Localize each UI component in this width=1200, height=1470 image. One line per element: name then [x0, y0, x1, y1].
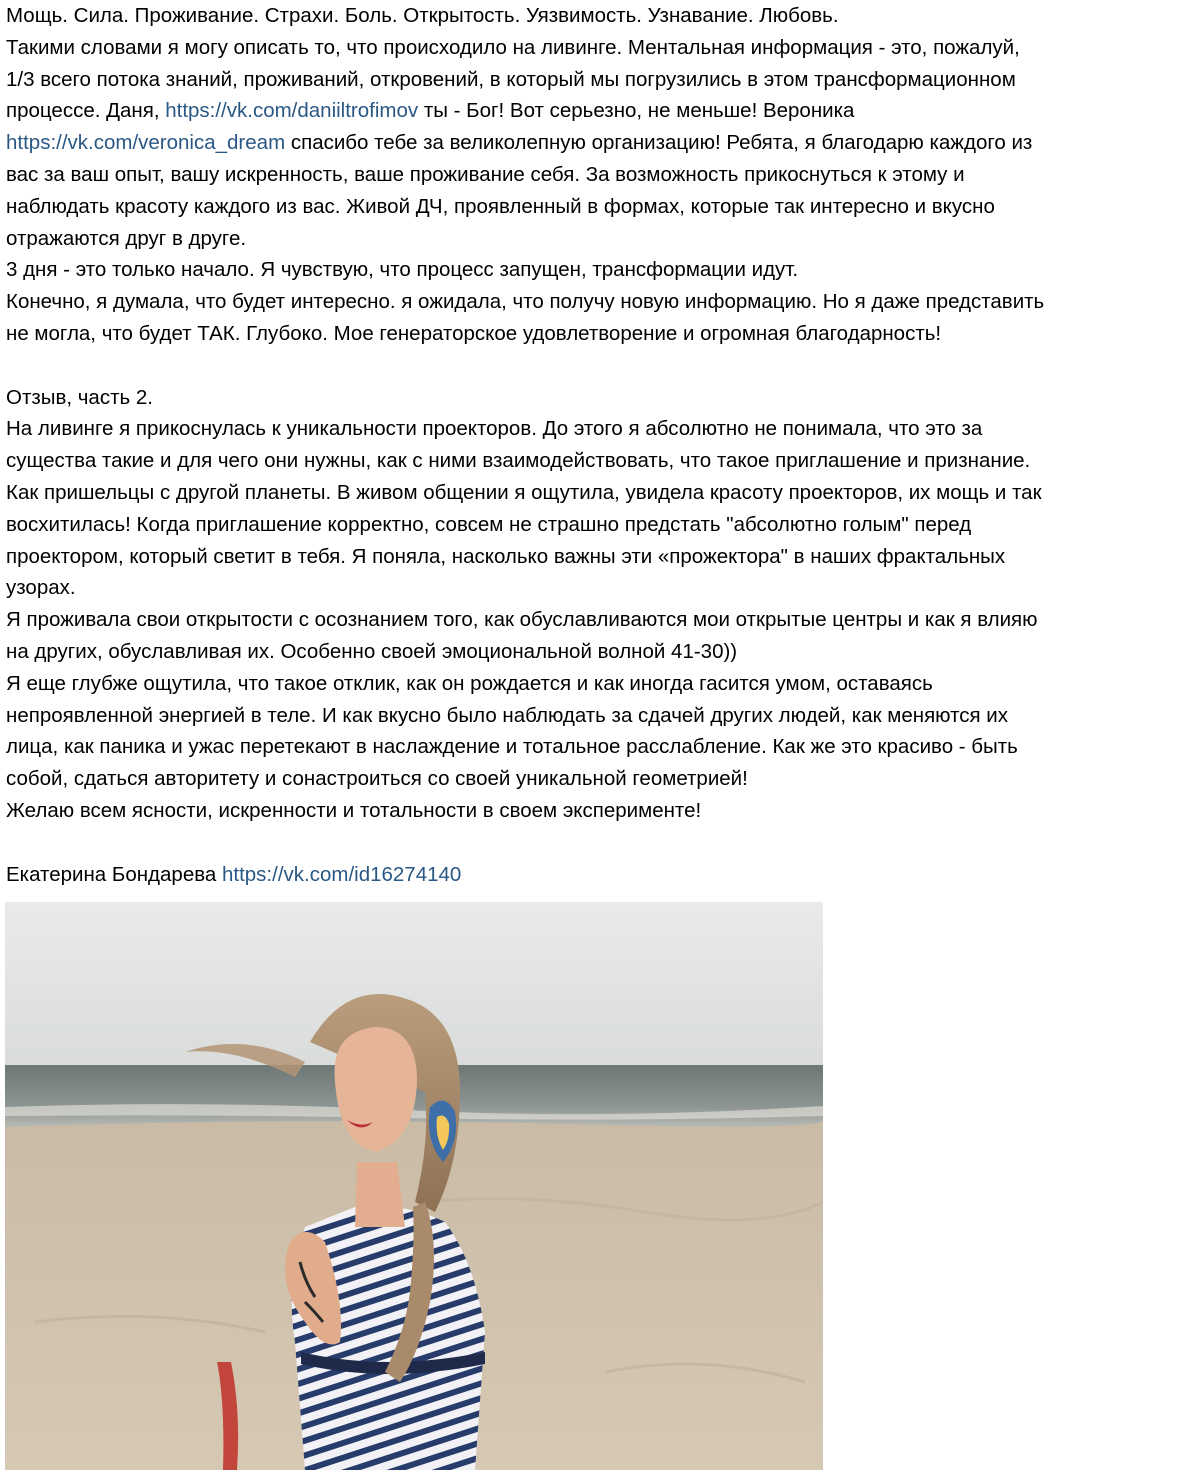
post-photo[interactable] — [5, 902, 823, 1470]
text-line: отражаются друг в друге. — [6, 226, 247, 250]
text-fragment: ты - Бог! Вот серьезно, не меньше! Вероника — [418, 99, 855, 123]
beach-photo-image — [5, 902, 823, 1470]
text-line: наблюдать красоту каждого из вас. Живой ДЧ, проявленный в формах, которые так интересно и вкусно — [6, 194, 995, 218]
text-line: Конечно, я думала, что будет интересно. я ожидала, что получу новую информацию. Но я даже представить — [6, 290, 1045, 314]
text-line: на других, обуславливая их. Особенно своей эмоциональной волной 41-30)) — [6, 639, 738, 663]
text-line: не могла, что будет ТАК. Глубоко. Мое генераторское удовлетворение и огромная благодарность! — [6, 321, 942, 345]
link-author[interactable]: https://vk.com/id16274140 — [221, 862, 462, 886]
text-line: узорах. — [6, 576, 76, 600]
text-line: 3 дня - это только начало. Я чувствую, что процесс запущен, трансформации идут. — [6, 258, 799, 282]
text-line: проектором, который светит в тебя. Я поняла, насколько важны эти «прожектора" в наших фрактальных — [6, 544, 1006, 568]
link-veronica[interactable]: https://vk.com/veronica_dream — [6, 131, 286, 155]
text-line: Такими словами я могу описать то, что происходило на ливинге. Ментальная информация - это, пожалуй, — [6, 35, 1020, 59]
text-line: Я проживала свои открытости с осознанием того, как обуславливаются мои открытые центры и как я влияю — [6, 608, 1038, 632]
text-fragment: процессе. Даня, — [6, 99, 166, 123]
text-line: вас за ваш опыт, вашу искренность, ваше проживание себя. За возможность прикоснуться к этому и — [6, 162, 965, 186]
text-line: лица, как паника и ужас перетекают в наслаждение и тотальное расслабление. Как же это красиво - быть — [6, 735, 1018, 759]
blank-line — [6, 350, 1196, 382]
author-line — [6, 859, 1196, 891]
text-line — [6, 127, 1196, 159]
text-line: Мощь. Сила. Проживание. Страхи. Боль. Открытость. Уязвимость. Узнавание. Любовь. — [6, 4, 839, 27]
text-line: непроявленной энергией в теле. И как вкусно было наблюдать за сдачей других людей, как меняются их — [6, 703, 1009, 727]
text-line: 1/3 всего потока знаний, проживаний, откровений, в который мы погрузились в этом трансформационном — [6, 67, 1016, 91]
author-name: Екатерина Бондарева — [6, 862, 222, 886]
text-line: существа такие и для чего они нужны, как с ними взаимодействовать, что такое приглашение и признание. — [6, 449, 1031, 473]
blank-line — [6, 827, 1196, 859]
link-daniil[interactable]: https://vk.com/daniiltrofimov — [165, 99, 419, 123]
text-line: Как пришельцы с другой планеты. В живом общении я ощутила, увидела красоту проекторов, их мощь и так — [6, 480, 1042, 504]
text-line: восхитилась! Когда приглашение корректно, совсем не страшно предстать "абсолютно голым" перед — [6, 512, 972, 536]
text-line: Я еще глубже ощутила, что такое отклик, как он рождается и как иногда гасится умом, оставаясь — [6, 671, 933, 695]
text-line — [6, 95, 1196, 127]
text-fragment: спасибо тебе за великолепную организацию! Ребята, я благодарю каждого из — [285, 131, 1033, 155]
text-line: Отзыв, часть 2. — [6, 385, 153, 409]
post-text — [6, 0, 1196, 890]
text-line: На ливинге я прикоснулась к уникальности проекторов. До этого я абсолютно не понимала, что это за — [6, 417, 983, 441]
text-line: Желаю всем ясности, искренности и тотальности в своем эксперименте! — [6, 798, 702, 822]
text-line: собой, сдаться авторитету и сонастроиться со своей уникальной геометрией! — [6, 767, 748, 791]
